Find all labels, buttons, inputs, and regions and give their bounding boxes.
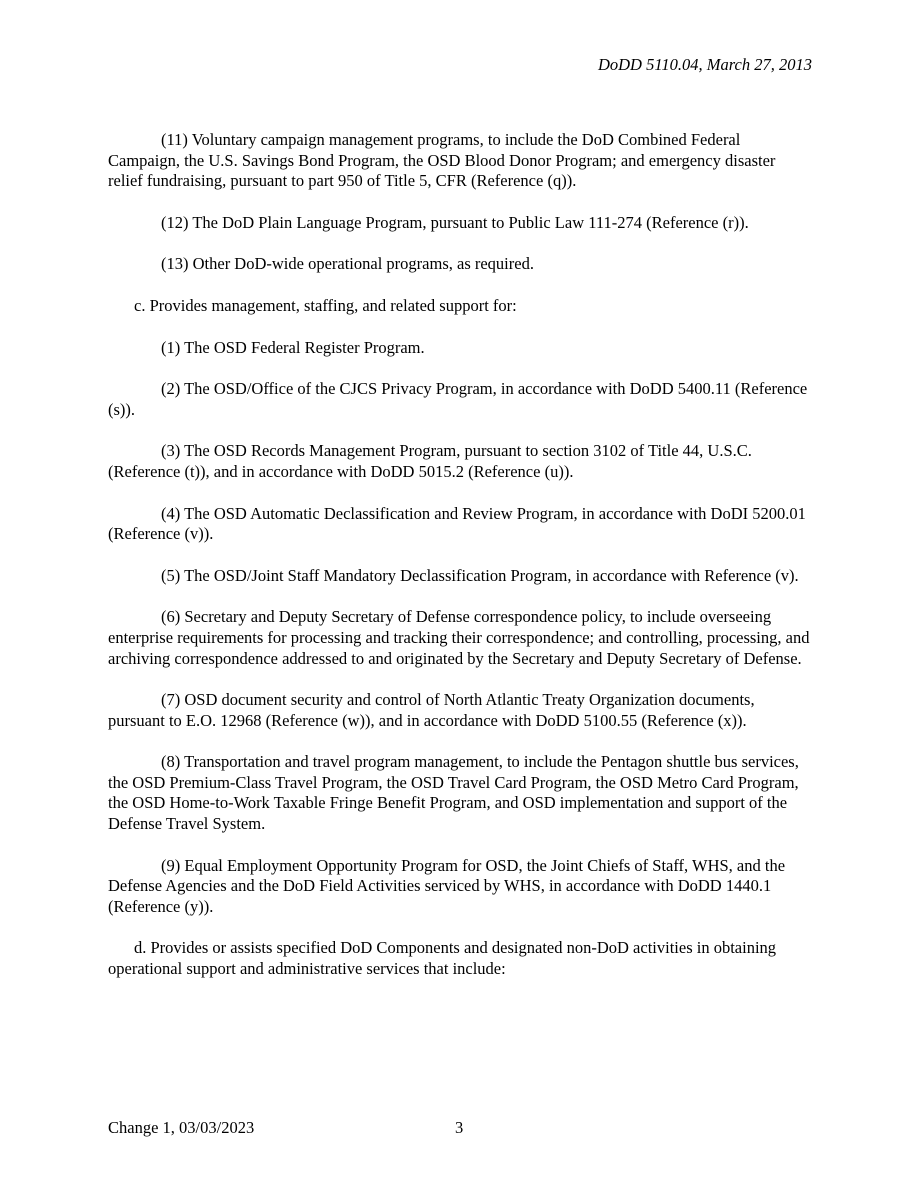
paragraph-c2-privacy-program: (2) The OSD/Office of the CJCS Privacy Program, in accordance with DoDD 5400.11 (Reference (s)). [108, 379, 808, 419]
page-number: 3 [455, 1118, 464, 1137]
paragraph-d-operational-support: d. Provides or assists specified DoD Components and designated non-DoD activities in obtaining operational support and administrative services that include: [108, 938, 777, 979]
paragraph-11-voluntary-campaign: (11) Voluntary campaign management programs, to include the DoD Combined Federal Campaign, the U.S. Savings Bond Program, the OSD Blood Donor Program; and emergency disaster relief fundraising, pursuant to part 950 of Title 5, CFR (Reference (q)). [108, 130, 776, 191]
paragraph-c9-equal-employment: (9) Equal Employment Opportunity Program for OSD, the Joint Chiefs of Staff, WHS, and the Defense Agencies and the DoD Field Activities serviced by WHS, in accordance with DoDD 1440.1 (Reference (y)). [108, 855, 786, 916]
paragraph-c-management-support: c. Provides management, staffing, and related support for: [134, 295, 517, 315]
document-body [108, 130, 814, 1001]
document-header: DoDD 5110.04, March 27, 2013 [597, 55, 812, 74]
paragraph-13-other-programs: (13) Other DoD-wide operational programs, as required. [161, 254, 534, 274]
paragraph-c8-transportation-travel: (8) Transportation and travel program management, to include the Pentagon shuttle bus services, the OSD Premium-Class Travel Program, the OSD Travel Card Program, the OSD Metro Card Program, the OSD Home-to-Work Taxable Fringe Benefit Program, and OSD implementation and support of the Defense Travel System. [108, 752, 799, 834]
paragraph-c7-nato-document-security: (7) OSD document security and control of North Atlantic Treaty Organization documents, pursuant to E.O. 12968 (Reference (w)), and in accordance with DoDD 5100.55 (Reference (x)). [108, 690, 755, 730]
paragraph-c1-federal-register: (1) The OSD Federal Register Program. [161, 337, 425, 357]
paragraph-c5-mandatory-declassification: (5) The OSD/Joint Staff Mandatory Declassification Program, in accordance with Reference (v). [161, 565, 799, 585]
footer-change-notice: Change 1, 03/03/2023 [108, 1118, 255, 1137]
paragraph-c6-correspondence-policy: (6) Secretary and Deputy Secretary of Defense correspondence policy, to include overseeing enterprise requirements for processing and tracking their correspondence; and controlling, processing, and archiving correspondence addressed to and originated by the Secretary and Deputy Secretary of Defense. [108, 607, 810, 668]
paragraph-12-plain-language: (12) The DoD Plain Language Program, pursuant to Public Law 111-274 (Reference (r)). [161, 212, 749, 232]
paragraph-c4-automatic-declassification: (4) The OSD Automatic Declassification and Review Program, in accordance with DoDI 5200.01 (Reference (v)). [108, 503, 806, 544]
paragraph-c3-records-management: (3) The OSD Records Management Program, pursuant to section 3102 of Title 44, U.S.C. (Reference (t)), and in accordance with DoDD 5015.2 (Reference (u)). [108, 441, 752, 481]
